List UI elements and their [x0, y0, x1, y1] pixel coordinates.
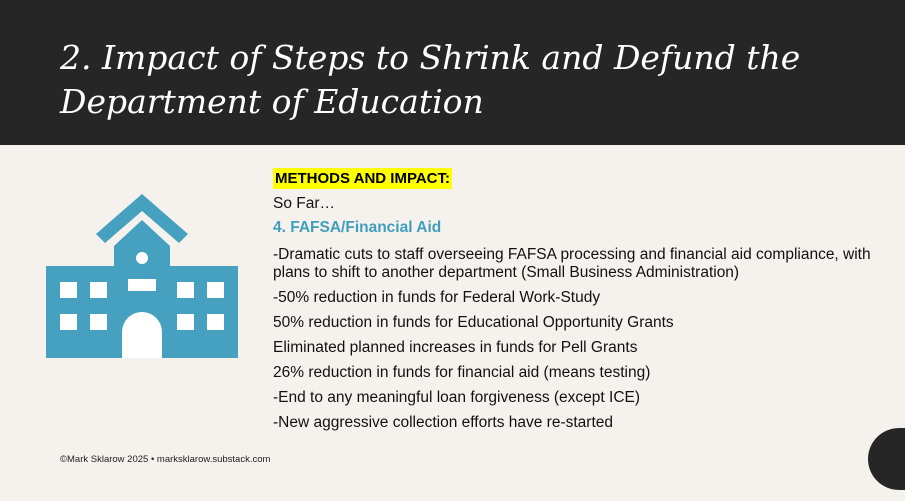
list-item: 26% reduction in funds for financial aid (means testing): [273, 364, 651, 381]
list-item: Eliminated planned increases in funds for Pell Grants: [273, 339, 638, 356]
footer-credit: ©Mark Sklarow 2025 • marksklarow.substack.com: [60, 454, 271, 465]
list-item: -New aggressive collection efforts have re-started: [273, 414, 614, 431]
list-item: -50% reduction in funds for Federal Work-Study: [273, 289, 601, 306]
corner-decoration: [868, 428, 905, 490]
content-block: [273, 168, 873, 439]
impact-list: [273, 246, 873, 432]
title-bar: [0, 0, 905, 145]
list-item: -Dramatic cuts to staff overseeing FAFSA processing and financial aid compliance, with plans to shift to another department (Small Business Administration): [273, 246, 871, 281]
subsection-heading: 4. FAFSA/Financial Aid: [273, 219, 442, 236]
list-item: -End to any meaningful loan forgiveness (except ICE): [273, 389, 641, 406]
slide-title: 2. Impact of Steps to Shrink and Defund the Department of Education: [60, 38, 801, 121]
intro-text: So Far…: [273, 195, 336, 212]
section-kicker: METHODS AND IMPACT:: [275, 170, 450, 187]
list-item: 50% reduction in funds for Educational Opportunity Grants: [273, 314, 674, 331]
school-building-icon: [46, 192, 238, 358]
